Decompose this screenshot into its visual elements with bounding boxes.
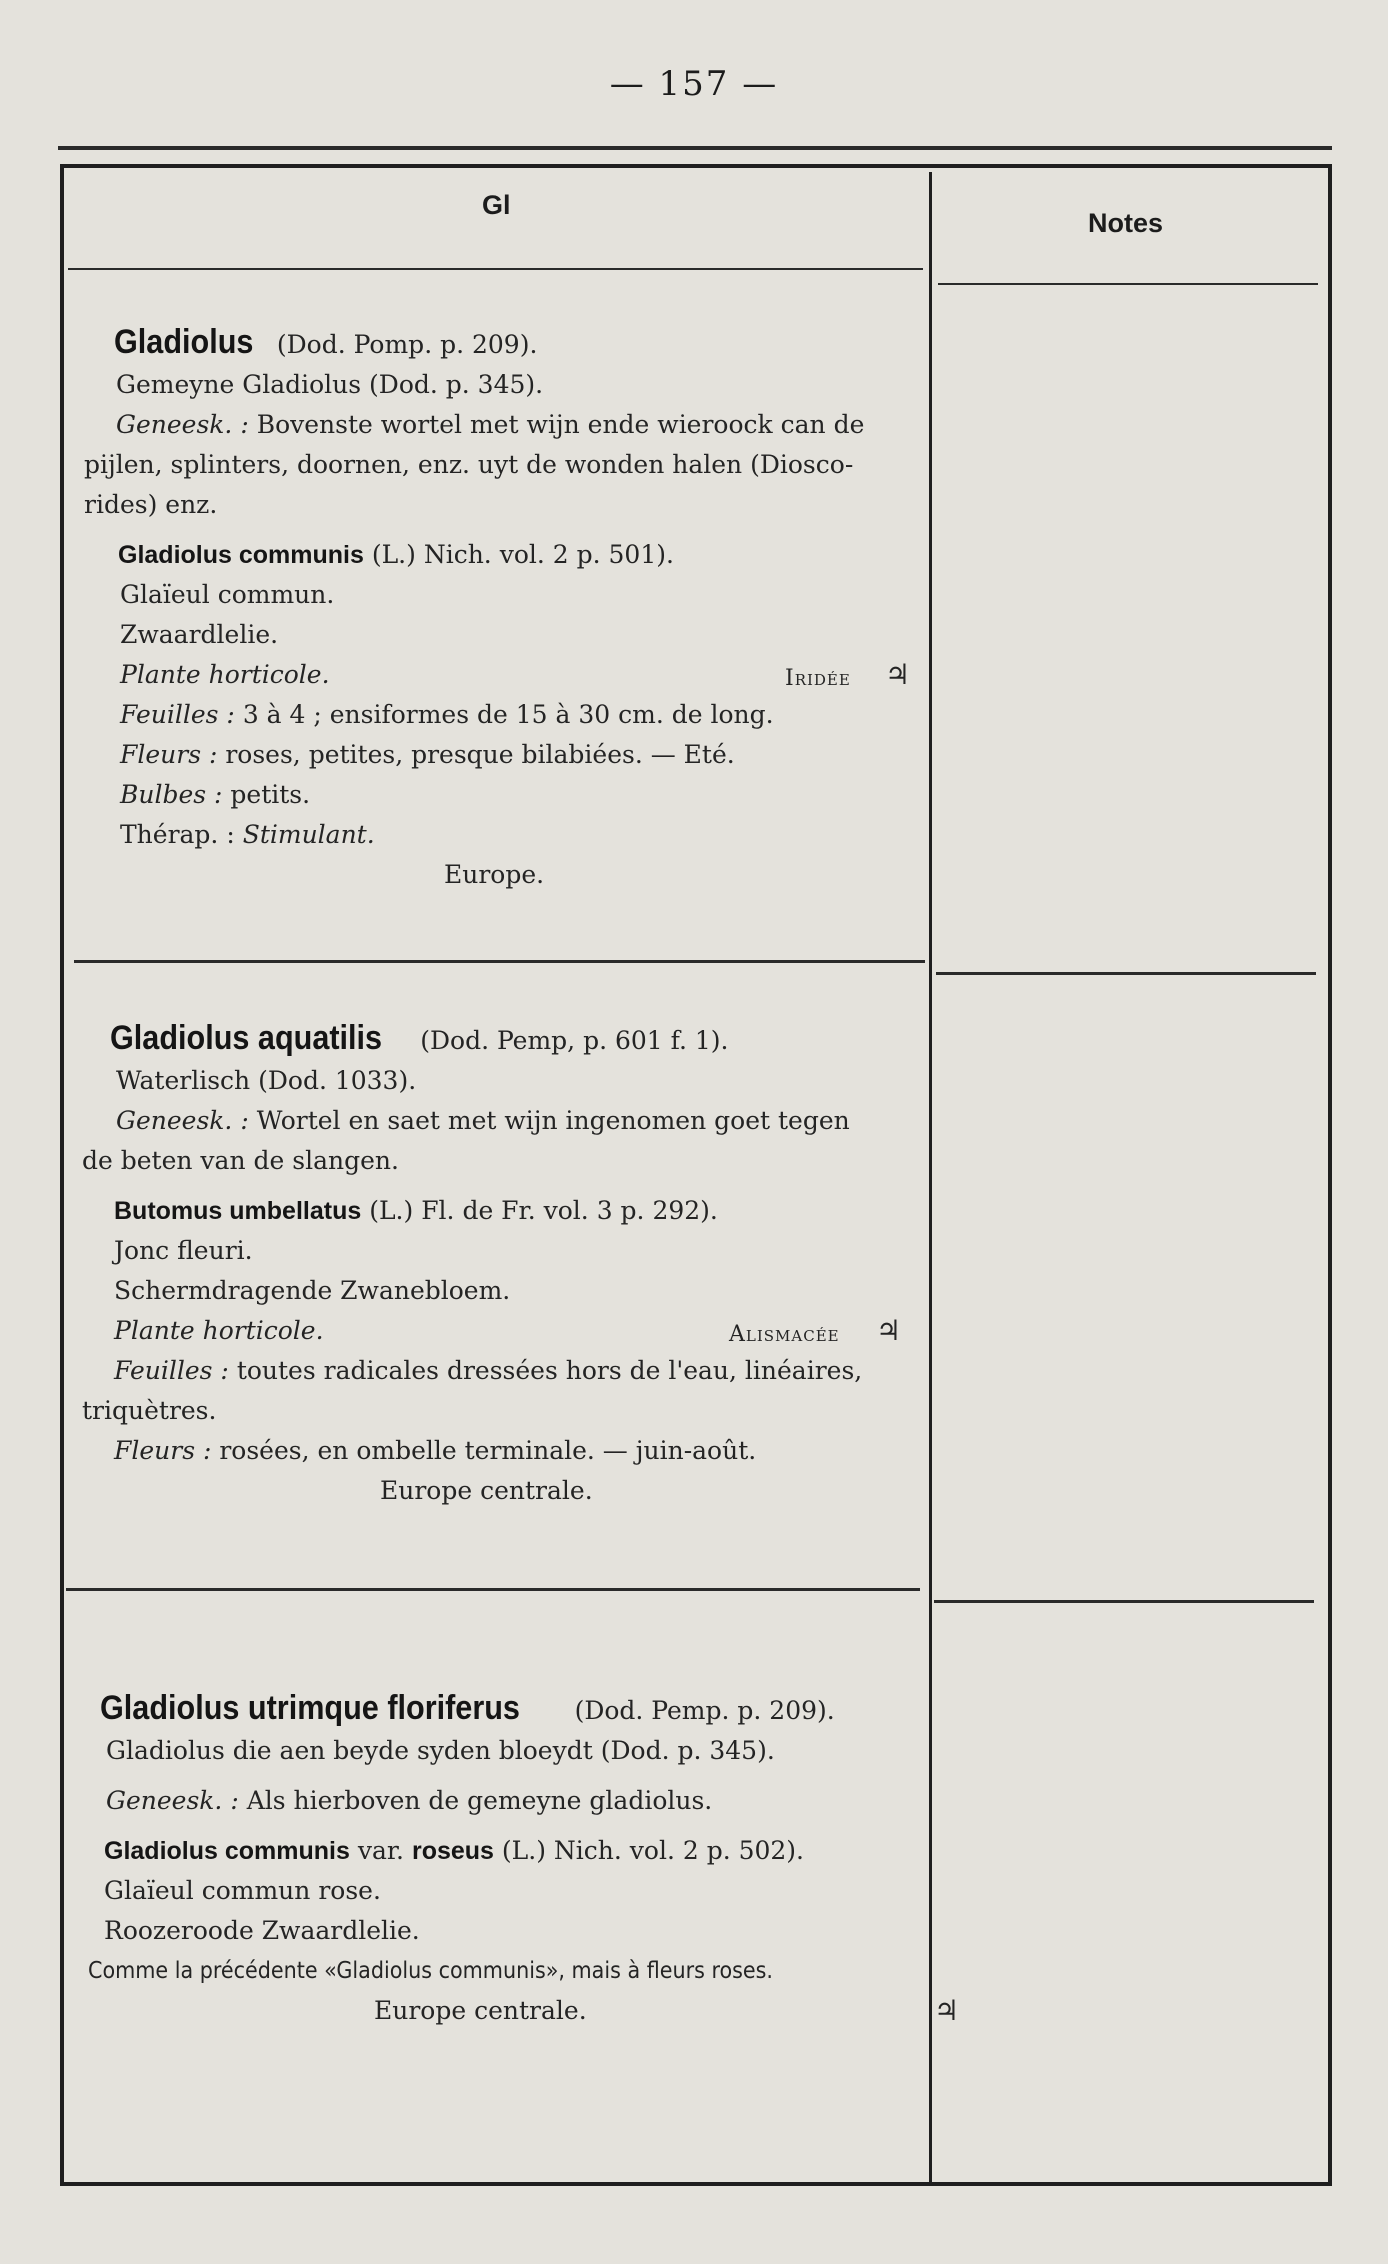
sub-label: Fleurs : bbox=[114, 1436, 212, 1465]
sub-mid: var. bbox=[357, 1836, 405, 1865]
entry-title-ref: (Dod. Pemp. p. 209). bbox=[574, 1696, 835, 1725]
entry-gladiolus-utrimque-floriferus bbox=[72, 1688, 960, 2031]
entry-gladiolus bbox=[84, 322, 914, 895]
entry-line: Bovenste wortel met wijn ende wieroock can de bbox=[256, 410, 865, 439]
entry-line: Als hierboven de gemeyne gladiolus. bbox=[246, 1786, 713, 1815]
sub-title: Gladiolus communis bbox=[118, 541, 364, 569]
sub-title: Gladiolus communis bbox=[104, 1837, 350, 1865]
entry-label: Geneesk. : bbox=[116, 410, 249, 439]
sub-line: 3 à 4 ; ensiformes de 15 à 30 cm. de long. bbox=[242, 700, 774, 729]
sub-line: Schermdragende Zwanebloem. bbox=[114, 1276, 511, 1305]
sub-ref: (L.) Nich. vol. 2 p. 502). bbox=[501, 1836, 805, 1865]
entry-line: Gladiolus die aen beyde syden bloeydt (Dod. p. 345). bbox=[106, 1736, 775, 1765]
entry-divider-1-notes bbox=[936, 972, 1316, 975]
sub-label: Bulbes : bbox=[120, 780, 223, 809]
sub-line: Zwaardlelie. bbox=[120, 620, 279, 649]
region: Europe. bbox=[444, 860, 545, 889]
region: Europe centrale. bbox=[374, 1996, 587, 2025]
page-number: — 157 — bbox=[609, 64, 779, 104]
sub-ref: (L.) Nich. vol. 2 p. 501). bbox=[371, 540, 674, 569]
family-name: Iridée bbox=[785, 666, 851, 691]
family-name: Alismacée bbox=[729, 1322, 840, 1347]
sub-line: toutes radicales dressées hors de l'eau, linéaires, bbox=[236, 1356, 863, 1385]
sub-line: roses, petites, presque bilabiées. — Eté. bbox=[225, 740, 735, 769]
column-header-notes: Notes bbox=[1088, 208, 1164, 238]
sub-line: Glaïeul commun rose. bbox=[104, 1876, 381, 1905]
sub-line: Thérap. : bbox=[120, 820, 235, 849]
entry-line: Wortel en saet met wijn ingenomen goet tegen bbox=[256, 1106, 850, 1135]
sub-label: Fleurs : bbox=[120, 740, 218, 769]
sub-line: Jonc fleuri. bbox=[114, 1236, 253, 1265]
entry-label: Geneesk. : bbox=[116, 1106, 249, 1135]
sub-title-variety: roseus bbox=[411, 1837, 494, 1865]
entry-title: Gladiolus aquatilis bbox=[110, 1019, 383, 1057]
entry-title-ref: (Dod. Pemp, p. 601 f. 1). bbox=[420, 1026, 729, 1055]
perennial-symbol: ♃ bbox=[885, 658, 911, 691]
entry-label: Geneesk. : bbox=[106, 1786, 239, 1815]
sub-label: Feuilles : bbox=[114, 1356, 229, 1385]
sub-line: triquètres. bbox=[82, 1396, 217, 1425]
perennial-symbol: ♃ bbox=[876, 1314, 902, 1347]
top-rule bbox=[58, 146, 1332, 150]
sub-label: Plante horticole. bbox=[114, 1316, 324, 1345]
header-rule-right bbox=[938, 283, 1318, 285]
column-header-left: Gl bbox=[482, 190, 511, 220]
header-rule-left bbox=[68, 268, 923, 270]
sub-line: Comme la précédente «Gladiolus communis», mais à fleurs roses. bbox=[88, 1958, 773, 1984]
entry-divider-2-notes bbox=[934, 1600, 1314, 1603]
sub-line: Roozeroode Zwaardlelie. bbox=[104, 1916, 420, 1945]
region: Europe centrale. bbox=[380, 1476, 593, 1505]
column-divider bbox=[929, 172, 932, 2184]
entry-title-ref: (Dod. Pomp. p. 209). bbox=[276, 330, 538, 359]
sub-title: Butomus umbellatus bbox=[114, 1197, 362, 1225]
perennial-symbol: ♃ bbox=[934, 1994, 960, 2027]
therapy-value: Stimulant. bbox=[242, 820, 375, 849]
entry-line: Gemeyne Gladiolus (Dod. p. 345). bbox=[116, 370, 544, 399]
sub-label: Plante horticole. bbox=[120, 660, 330, 689]
sub-label: Feuilles : bbox=[120, 700, 235, 729]
sub-ref: (L.) Fl. de Fr. vol. 3 p. 292). bbox=[369, 1196, 718, 1225]
sub-line: Glaïeul commun. bbox=[120, 580, 335, 609]
entry-line: Waterlisch (Dod. 1033). bbox=[116, 1066, 417, 1095]
entry-title: Gladiolus bbox=[114, 323, 254, 361]
entry-gladiolus-aquatilis bbox=[82, 1018, 912, 1511]
entry-divider-2 bbox=[66, 1588, 920, 1591]
entry-title: Gladiolus utrimque floriferus bbox=[100, 1689, 520, 1727]
sub-line: petits. bbox=[230, 780, 311, 809]
entry-divider-1 bbox=[74, 960, 925, 963]
entry-line: pijlen, splinters, doornen, enz. uyt de wonden halen (Diosco- bbox=[84, 450, 854, 479]
entry-line: de beten van de slangen. bbox=[82, 1146, 399, 1175]
sub-line: rosées, en ombelle terminale. — juin-août. bbox=[219, 1436, 757, 1465]
entry-line: rides) enz. bbox=[84, 490, 218, 519]
